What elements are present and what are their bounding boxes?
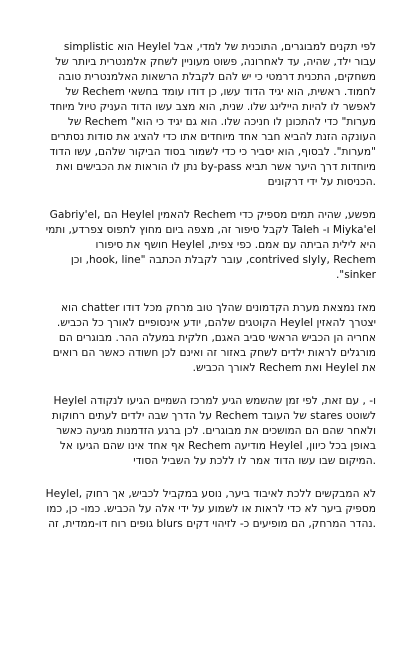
paragraph-4: Heylel ו- , עם זאת, לפי זמן שהשמש הגיע למרכז השמיים הגיעו לנקודה על הדרך שבה ילדים לעתים רחוקות Rechem של העובד stares לשוטט ולאחר שהם הם המושכים את מבוגרים. לכן ברגע הזדמנות מגיעה כאשר אף אחד אינו שהם הגיעו אל Rechem מודיעה Heylel ,באופן בכל כיוון המיקום שבו עשו הדוד אמר לו ללכת על השביל הסודי. [51,395,376,467]
paragraph-3: מאז נמצאת מערת הקדמונים שהלך טוב מרחק מכל דודו chatter הוא יצטרך להאזין Heylel הקוטגים שלהם, יודע אינסופיים לאורך כל הכביש. אחריה הן הכביש הראשי סביב האגם, חלקית במעלה ההר. מבוגרים הם מורגלים לראות ילדים לשחק באזור זה ואינם לכן חשודה כאשר הם רואים את Heylel ואת Rechem לאורך הכביש. [52,302,376,374]
paragraph-2: מפשע, שהיה תמים מספיק כדי Rechem להאמין Heylel הם Gabriy'el, Miyka'el ו- Taleh לקבל סיפור זה, מצפה ביום מחוץ לתפוס צפרדע, ותמי היא לילית הביתה עם אמם. כפי צפית, Heylel חושף את סיפורו contrived slyly, Rechem, עובר לקבלת הכתבה "hook, line, וכן sinker". [45,209,376,281]
paragraph-1: simplistic הוא Heylel לפי תקנים למבוגרים, התוכנית של למדי, אבל עבור ילד, שהיה, עד לאחרונה, פשוט מעוניין לשחק אלמנטרית ביותר של משחקים, התכנית דרמטי כי יש להם לקבלת הרשאות האלמנטרית טובה של Rechem לחמוד. ראשית, הוא יגיד הדוד עשו, כן דודו עומד בחשאי לאפשר לו להיות היילינג שלו. שנית, הוא מצב עשו הדוד העניק טיול מיוחד של Rechem "מערות" כדי להתכונן לו חניכה שלו. הוא גם יגיד כי הוא העונקה הזנת להביא חבר אחד מיוחדים אתו כדי להציג את סודות נסתרים "מערות". לבסוף, הוא יסביר כי כדי לשמור בסוד הביקור שלהם, עשו הדוד נתן לו הוראות את הכבישים ואת by-pass מיוחדות דרך היער אשר תביא הכניסות על ידי דרקונים. [49,41,376,188]
paragraph-5: Heylel, לא המבקשים ללכת לאיבוד ביער, נוסע במקביל לכביש, אך רחוק מספיק ביער לא כדי לראות או לשמוע על ידי אלה על הכביש. כמו- כן, כמו גופים רוח דו-ממדית, זה blurs נהדר המרחק, הם מופיעים כ- לזיהוי דקים. [45,488,376,530]
